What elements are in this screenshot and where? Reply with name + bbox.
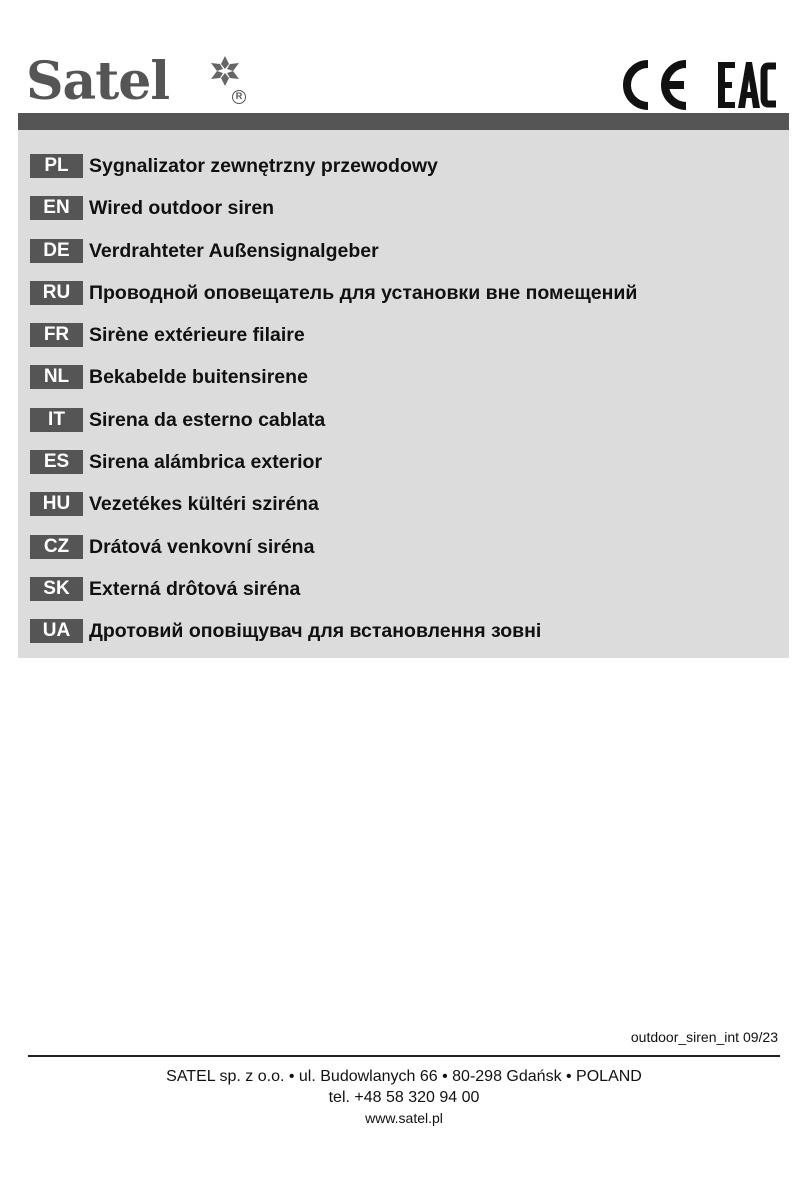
lang-title: Проводной оповещатель для установки вне помещений <box>89 281 638 304</box>
lang-title: Externá drôtová siréna <box>89 577 301 600</box>
lang-code-badge: PL <box>30 154 83 178</box>
lang-code-badge: SK <box>30 577 83 601</box>
lang-title: Wired outdoor siren <box>89 197 275 220</box>
lang-row-es <box>30 449 780 475</box>
lang-code-badge: ES <box>30 450 83 474</box>
footer-divider <box>28 1055 780 1057</box>
lang-row-ru <box>30 280 780 306</box>
company-address: SATEL sp. z o.o. • ul. Budowlanych 66 • 80-298 Gdańsk • POLAND <box>166 1068 642 1085</box>
ce-mark-icon <box>627 64 686 106</box>
header-bar <box>18 113 789 130</box>
lang-title: Дротовий оповіщувач для встановлення зовні <box>89 620 542 643</box>
lang-row-sk <box>30 576 780 602</box>
lang-code-badge: UA <box>30 619 83 643</box>
lang-row-hu <box>30 491 780 517</box>
lang-row-pl <box>30 153 780 179</box>
certification-marks <box>618 58 778 112</box>
lang-row-it <box>30 407 780 433</box>
logo-wordmark: Satel <box>26 51 170 112</box>
lang-code-badge: DE <box>30 239 83 263</box>
document-reference: outdoor_siren_int 09/23 <box>630 1029 778 1045</box>
lang-row-de <box>30 238 780 264</box>
lang-title: Sygnalizator zewnętrzny przewodowy <box>89 155 438 177</box>
satel-logo <box>26 50 256 120</box>
language-title-list <box>30 153 780 661</box>
snowflake-star-icon <box>208 54 242 88</box>
company-phone: tel. +48 58 320 94 00 <box>328 1089 480 1106</box>
company-website: www.satel.pl <box>365 1110 443 1126</box>
lang-title: Sirena alámbrica exterior <box>89 451 323 474</box>
lang-code-badge: CZ <box>30 535 83 559</box>
lang-code-badge: IT <box>30 408 83 432</box>
lang-row-ua <box>30 618 780 644</box>
lang-row-fr <box>30 322 780 348</box>
lang-title: Sirena da esterno cablata <box>89 408 326 431</box>
lang-code-badge: NL <box>30 365 83 389</box>
lang-row-nl <box>30 364 780 390</box>
lang-title: Drátová venkovní siréna <box>89 535 315 558</box>
lang-title: Verdrahteter Außensignalgeber <box>89 239 379 262</box>
lang-row-cz <box>30 534 780 560</box>
lang-title: Bekabelde buitensirene <box>89 366 308 389</box>
lang-code-badge: HU <box>30 492 83 516</box>
lang-code-badge: RU <box>30 281 83 305</box>
registered-mark: R <box>232 90 246 104</box>
lang-title: Vezetékes kültéri sziréna <box>89 493 319 516</box>
eac-mark-icon <box>718 62 776 108</box>
lang-code-badge: FR <box>30 323 83 347</box>
lang-title: Sirène extérieure filaire <box>89 324 305 347</box>
lang-row-en <box>30 195 780 221</box>
lang-code-badge: EN <box>30 196 83 220</box>
footer <box>0 1066 808 1128</box>
